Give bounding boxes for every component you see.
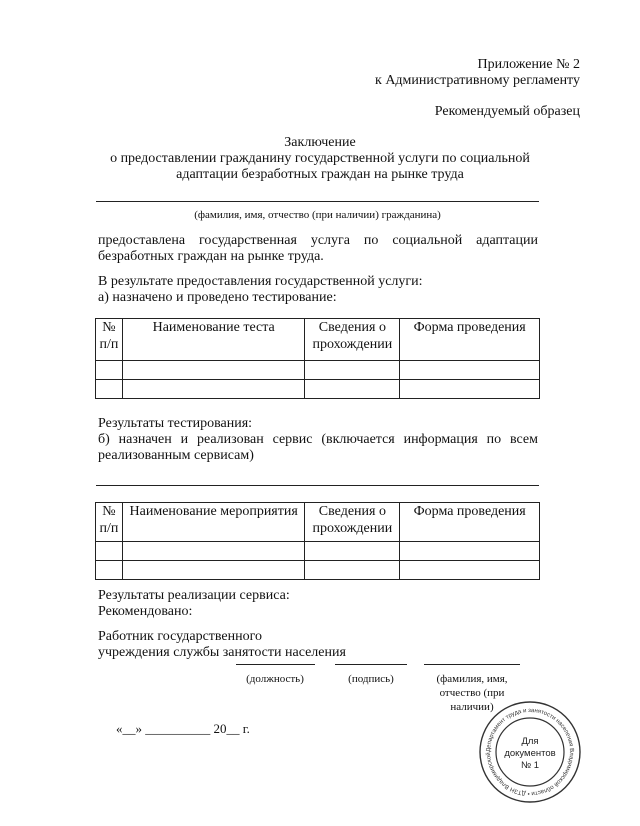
signature-line[interactable] (335, 664, 407, 665)
worker-label-line2: учреждения службы занятости населения (98, 645, 346, 660)
col-completion-info: Сведения о прохождении (305, 503, 400, 542)
position-caption: (должность) (246, 673, 304, 685)
position-line[interactable] (236, 664, 315, 665)
testing-table (95, 318, 540, 399)
table-row[interactable] (96, 380, 540, 399)
document-subtitle-line1: о предоставлении гражданину государственной услуги по социальной (110, 151, 530, 166)
fio-line[interactable] (424, 664, 520, 665)
stamp-text-line2: документов (504, 748, 556, 759)
service-item-line2: реализованным сервисам) (98, 448, 254, 463)
service-provided-line1: предоставлена государственная услуга по социальной адаптации (98, 233, 538, 248)
col-form: Форма проведения (400, 503, 540, 542)
document-stamp (478, 700, 582, 804)
document-title: Заключение (284, 135, 356, 150)
recommended-label: Рекомендовано: (98, 604, 193, 619)
date-field[interactable]: «__» __________ 20__ г. (116, 721, 250, 736)
table-row[interactable] (96, 561, 540, 580)
table-row[interactable] (96, 361, 540, 380)
stamp-text-line3: № 1 (520, 760, 540, 771)
testing-results-label: Результаты тестирования: (98, 416, 253, 431)
col-test-name: Наименование теста (122, 319, 304, 361)
service-results-label: Результаты реализации сервиса: (98, 588, 290, 603)
col-form: Форма проведения (400, 319, 540, 361)
col-completion-info: Сведения о прохождении (305, 319, 400, 361)
fio-caption: (фамилия, имя, отчество (при наличии) (436, 673, 508, 713)
service-item-line1: б) назначен и реализован сервис (включается информация по всем (98, 432, 538, 447)
service-info-line[interactable] (96, 485, 539, 486)
col-number: № п/п (96, 319, 123, 361)
citizen-name-line[interactable] (96, 201, 539, 202)
document-subtitle-line2: адаптации безработных граждан на рынке труда (176, 167, 464, 182)
appendix-number: Приложение № 2 (477, 57, 580, 72)
worker-label-line1: Работник государственного (98, 629, 263, 644)
table-row[interactable] (96, 542, 540, 561)
citizen-name-caption: (фамилия, имя, отчество (при наличии) гражданина) (194, 209, 441, 221)
service-provided-line2: безработных граждан на рынке труда. (98, 249, 324, 264)
col-number: № п/п (96, 503, 123, 542)
sample-label: Рекомендуемый образец (434, 104, 580, 119)
result-intro: В результате предоставления государственной услуги: (98, 274, 423, 289)
stamp-text-line1: Для (521, 736, 539, 747)
table-header-row (96, 503, 540, 542)
signature-caption: (подпись) (348, 673, 394, 685)
stamp-ring-text: Департамент труда и занятости населения Владимирской области • ДТЗН Владимирской (485, 707, 575, 797)
table-header-row (96, 319, 540, 361)
testing-item: а) назначено и проведено тестирование: (98, 290, 337, 305)
regulation-reference: к Административному регламенту (375, 73, 580, 88)
col-activity-name: Наименование мероприятия (122, 503, 304, 542)
services-table (95, 502, 540, 580)
